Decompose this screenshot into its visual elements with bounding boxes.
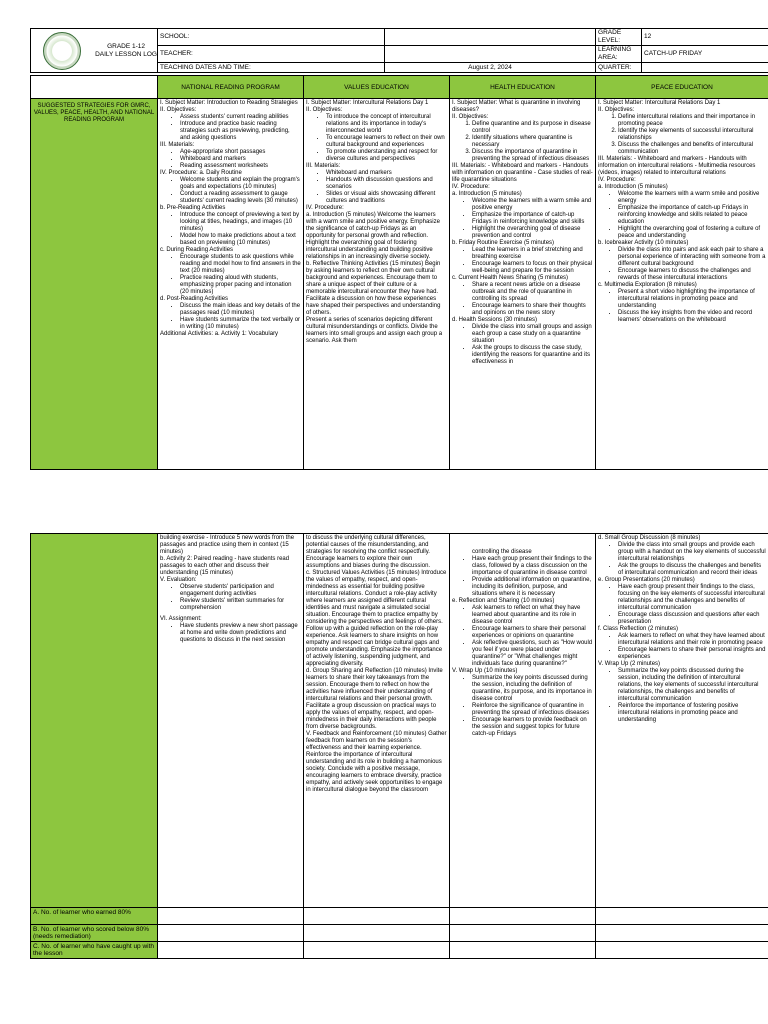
- list-item: • Introduce the concept of previewing a text by looking at titles, headings, and images (10 minutes): [180, 212, 301, 233]
- list-item: • Emphasize the importance of catch-up Fridays in reinforcing knowledge and skills: [472, 212, 593, 226]
- empty-cell[interactable]: [158, 925, 304, 942]
- date-value: August 2, 2024: [385, 63, 596, 73]
- text: III. Materials:: [160, 142, 195, 148]
- text: b. Friday Routine Exercise (5 minutes): [452, 240, 555, 246]
- list: [160, 149, 301, 170]
- text: b. Reflective Thinking Activities (15 minutes) Begin by asking learners to reflect on their own cultural background and experiences. Encourage them to share a unique aspect of their culture or a memorable intercultural encounter they have had. Facilitate a discussion on how these experiences have shaped their perspectives and understanding of others.: [306, 261, 441, 316]
- grade-value: 12: [642, 29, 768, 46]
- text: building exercise - Introduce 5 new words from the passages and practice using them in context (15 minutes): [160, 535, 295, 555]
- reading-content-p2: [158, 534, 304, 908]
- list-item: • Highlight the overarching goal of fostering a culture of peace and understanding: [618, 226, 766, 240]
- list-item: • Divide the class into small groups and assign each group a case study on a quarantine situation: [472, 324, 593, 345]
- list-item: • Highlight the overarching goal of disease prevention and control: [472, 226, 593, 240]
- list-item: • Share a recent news article on a disease outbreak and the role of quarantine in controlling its spread: [472, 282, 593, 303]
- area-value: CATCH-UP FRIDAY: [642, 46, 768, 63]
- list-item: • Lead the learners in a brief stretching and breathing exercise: [472, 247, 593, 261]
- empty-cell[interactable]: [304, 925, 450, 942]
- list-item: • Ask reflective questions, such as "How would you feel if you were placed under quarantine?" or "What challenges might individuals face during quarantine?": [472, 640, 593, 668]
- text: V. Wrap Up (10 minutes): [452, 668, 518, 674]
- title-line2: DAILY LESSON LOG: [95, 50, 157, 58]
- list-item: • Have students preview a new short passage at home and write down predictions and questions to discuss in the next session: [180, 623, 301, 644]
- lesson-table-2: [30, 533, 768, 959]
- empty-cell[interactable]: [596, 942, 768, 959]
- empty-cell[interactable]: [450, 925, 596, 942]
- list: [598, 668, 766, 724]
- list-item: • Encourage learners to provide feedback on the session and suggest topics for future catch-up Fridays: [472, 717, 593, 738]
- header-table: [30, 28, 768, 73]
- list-item: • Ask the groups to discuss the challenges and benefits of intercultural communication and record their ideas: [618, 563, 766, 577]
- text: I. Subject Matter: Intercultural Relations Day 1: [598, 100, 721, 106]
- empty-cell[interactable]: [450, 908, 596, 925]
- list: [598, 633, 766, 661]
- list-item: • To encourage learners to reflect on their own cultural background and experiences: [326, 135, 447, 149]
- subject-values: VALUES EDUCATION: [304, 76, 450, 99]
- text: a. Introduction (5 minutes): [452, 191, 522, 197]
- list-item: • Welcome the learners with a warm smile and positive energy: [618, 191, 766, 205]
- text: d. Small Group Discussion (8 minutes): [598, 535, 701, 541]
- row-label-b: B. No. of learner who scored below 80% (needs remediation): [31, 925, 158, 942]
- text: b. Icebreaker Activity (10 minutes): [598, 240, 689, 246]
- list-item: • Divide the class into small groups and provide each group with a handout on the key elements of successful intercultural relationships: [618, 542, 766, 563]
- text: II. Objectives:: [452, 114, 489, 120]
- list: [452, 282, 593, 317]
- empty-cell[interactable]: [596, 908, 768, 925]
- list-item: • Handouts with discussion questions and scenarios: [326, 177, 447, 191]
- text: Additional Activities: a. Activity 1: Vocabulary: [160, 331, 279, 337]
- list-item: • Encourage class discussion and questions after each presentation: [618, 612, 766, 626]
- row-label-c: C. No. of learner who have caught up with the lesson: [31, 942, 158, 959]
- list: [160, 303, 301, 331]
- header-logo-cell: [31, 29, 158, 73]
- list: [160, 254, 301, 296]
- list-item: • To introduce the concept of intercultural relations and its importance in today's interconnected world: [326, 114, 447, 135]
- list-item: • Discuss the key insights from the video and record learners' observations on the whiteboard: [618, 310, 766, 324]
- list-item: • Summarize the key points discussed during the session, including the definition of quarantine, its purpose, and its importance in disease control: [472, 675, 593, 703]
- list-item: 3. Discuss the importance of quarantine in preventing the spread of infectious diseases: [472, 149, 593, 163]
- text: V. Feedback and Reinforcement (10 minutes) Gather feedback from learners on the session's effectiveness and their learning experience. Reinforce the importance of intercultural understanding and its role in building a harmonious society. Conclude with a positive message, encouraging learners to embrace diversity, practice empathy, and actively seek opportunities to engage in intercultural dialogue beyond the classroom: [306, 731, 447, 793]
- text: b. Pre-Reading Activities: [160, 205, 226, 211]
- list-item: 2. Identify situations where quarantine is necessary: [472, 135, 593, 149]
- text: III. Materials: - Whiteboard and markers - Handouts with information on intercultural relations - Multimedia resources (videos, images) related to intercultural relations: [598, 156, 756, 176]
- list-item: • Provide additional information on quarantine, including its definition, purpose, and situations where it is necessary: [472, 577, 593, 598]
- lesson-table-1: [30, 75, 768, 470]
- subject-peace: PEACE EDUCATION: [596, 76, 768, 99]
- text: a. Introduction (5 minutes) Welcome the learners with a warm smile and positive energy. Emphasize the significance of catch-up Fridays as an opportunity for personal growth and reflection. Highlight the overarching goal of fostering intercultural understanding and building positive relationships in an increasingly diverse society.: [306, 212, 440, 260]
- text: controlling the disease: [472, 549, 532, 555]
- list-item: • Encourage learners to share their thoughts and opinions on the news story: [472, 303, 593, 317]
- text: a. Introduction (5 minutes): [598, 184, 668, 190]
- list-item: • Emphasize the importance of catch-up Fridays in reinforcing knowledge and skills related to peace education: [618, 205, 766, 226]
- list-item: • Ask learners to reflect on what they have learned about intercultural relations and their role in promoting peace: [618, 633, 766, 647]
- empty-cell[interactable]: [450, 942, 596, 959]
- deped-seal-icon: [43, 32, 81, 70]
- list: [598, 247, 766, 282]
- text: Follow up with a guided reflection on the role-play experience. Ask learners to share insights on how empathy and respect can bridge cultural gaps and promote understanding. Emphasize the importance of actively listening, suspending judgment, and appreciating diversity.: [306, 626, 443, 667]
- list-item: • Welcome students and explain the program's goals and expectations (10 minutes): [180, 177, 301, 191]
- list-item: • Encourage learners to share their personal insights and experiences: [618, 647, 766, 661]
- values-content-p2: [304, 534, 450, 908]
- school-value: [385, 29, 596, 46]
- list-item: • Slides or visual aids showcasing different cultures and traditions: [326, 191, 447, 205]
- text: III. Materials:: [306, 163, 341, 169]
- list: [452, 324, 593, 366]
- list-item: 3. Discuss the challenges and benefits of intercultural communication: [618, 142, 766, 156]
- empty-cell[interactable]: [304, 942, 450, 959]
- list-item: • Have students summarize the text verbally or in writing (10 minutes): [180, 317, 301, 331]
- list-item: • Present a short video highlighting the importance of intercultural relations in promoting peace and understanding: [618, 289, 766, 310]
- list-item: • Whiteboard and markers: [326, 170, 447, 177]
- text: V. Wrap Up (2 minutes): [598, 661, 661, 667]
- text: IV. Procedure:: [598, 177, 636, 183]
- text: c. During Reading Activities: [160, 247, 234, 253]
- list-item: 1. Define quarantine and its purpose in disease control: [472, 121, 593, 135]
- text: c. Multimedia Exploration (8 minutes): [598, 282, 697, 288]
- list: [452, 605, 593, 668]
- text: I. Subject Matter: What is quarantine in involving diseases?: [452, 100, 581, 113]
- list-item: • Divide the class into pairs and ask each pair to share a personal experience of interacting with someone from a different cultural background: [618, 247, 766, 268]
- text: II. Objectives:: [160, 107, 197, 113]
- list: [598, 191, 766, 240]
- list: [306, 170, 447, 205]
- title-line1: GRADE 1-12: [107, 42, 146, 50]
- text: b. Activity 2: Paired reading - have students read passages to each other and discuss their understanding (15 minutes): [160, 556, 290, 576]
- list-item: • Age-appropriate short passages: [180, 149, 301, 156]
- teacher-label: TEACHER:: [158, 46, 385, 63]
- text: to discuss the underlying cultural differences, potential causes of the misunderstanding, and strategies for resolving the conflict respectfully. Encourage learners to explore their own assumptions and biases during the discussion.: [306, 535, 431, 569]
- list-item: • Observe students' participation and engagement during activities: [180, 584, 301, 598]
- area-label: LEARNING AREA:: [596, 46, 642, 63]
- peace-content-p2: [596, 534, 768, 908]
- school-label: SCHOOL:: [158, 29, 385, 46]
- list-item: • Have each group present their findings to the class, followed by a class discussion on the importance of quarantine in disease control: [472, 556, 593, 577]
- list: [160, 114, 301, 142]
- list: [452, 121, 593, 163]
- text: c. Structured Values Activities (15 minutes) Introduce the values of empathy, respect, and open-mindedness as essential for building positive intercultural relations. Conduct a role-play activity where learners are assigned different cultural identities and must navigate a simulated social situation. Encourage them to practice empathy by considering the perspectives and feelings of others.: [306, 570, 447, 625]
- strategies-label: SUGGESTED STRATEGIES FOR GMRC, VALUES, PEACE, HEALTH, AND NATIONAL READING PROGRAM: [31, 99, 158, 470]
- list-item: • Ask learners to reflect on what they have learned about quarantine and its role in disease control: [472, 605, 593, 626]
- subject-health: HEALTH EDUCATION: [450, 76, 596, 99]
- blank-corner: [31, 76, 158, 99]
- list-item: • Conduct a reading assessment to gauge students' current reading levels (30 minutes): [180, 191, 301, 205]
- list-item: 1. Define intercultural relations and their importance in promoting peace: [618, 114, 766, 128]
- list-item: • Ask the groups to discuss the case study, identifying the reasons for quarantine and its effectiveness in: [472, 345, 593, 366]
- text: V. Evaluation:: [160, 577, 197, 583]
- list: [160, 623, 301, 644]
- list-item: • Reinforce the importance of fostering positive intercultural relations in promoting peace and understanding: [618, 703, 766, 724]
- list-item: • Welcome the learners with a warm smile and positive energy: [472, 198, 593, 212]
- text: d. Health Sessions (30 minutes): [452, 317, 538, 323]
- list: [452, 675, 593, 738]
- list-item: • Practice reading aloud with students, emphasizing proper pacing and intonation (20 minutes): [180, 275, 301, 296]
- list: [452, 556, 593, 598]
- list: [160, 584, 301, 612]
- text: I. Subject Matter: Intercultural Relations Day 1: [306, 100, 429, 106]
- text: IV. Procedure:: [306, 205, 344, 211]
- text: IV. Procedure: a. Daily Routine: [160, 170, 242, 176]
- text: IV. Procedure:: [452, 184, 490, 190]
- list: [306, 114, 447, 163]
- health-content-p2: [450, 534, 596, 908]
- text: II. Objectives:: [598, 107, 635, 113]
- empty-cell[interactable]: [304, 908, 450, 925]
- values-content-p1: [304, 99, 450, 470]
- text: VI. Assignment:: [160, 616, 202, 622]
- empty-cell[interactable]: [596, 925, 768, 942]
- strategies-continued: [31, 534, 158, 908]
- text: Present a series of scenarios depicting different cultural misunderstandings or conflicts. Divide the learners into small groups and assign each group a scenario. Ask them: [306, 317, 443, 344]
- list-item: • Encourage learners to focus on their physical well-being and prepare for the session: [472, 261, 593, 275]
- list-item: • Encourage learners to share their personal experiences or opinions on quarantine: [472, 626, 593, 640]
- list: [598, 542, 766, 577]
- text: f. Class Reflection (2 minutes): [598, 626, 679, 632]
- list-item: • Introduce and practice basic reading strategies such as previewing, predicting, and asking questions: [180, 121, 301, 142]
- text: c. Current Health News Sharing (5 minutes): [452, 275, 569, 281]
- text: e. Reflection and Sharing (10 minutes): [452, 598, 555, 604]
- list-item: • Discuss the main ideas and key details of the passages read (10 minutes): [180, 303, 301, 317]
- list-item: • Encourage learners to discuss the challenges and rewards of these intercultural interactions: [618, 268, 766, 282]
- quarter-value: [642, 63, 768, 73]
- text: e. Group Presentations (20 minutes): [598, 577, 695, 583]
- list-item: • Assess students' current reading abilities: [180, 114, 301, 121]
- list: [452, 198, 593, 240]
- list-item: • Summarize the key points discussed during the session, including the definition of intercultural relations, the key elements of successful intercultural relationships, the challenges and benefits of intercultural communication: [618, 668, 766, 703]
- list-item: 2. Identify the key elements of successful intercultural relationships: [618, 128, 766, 142]
- text: II. Objectives:: [306, 107, 343, 113]
- list-item: • Review students' written summaries for comprehension: [180, 598, 301, 612]
- page-2: [30, 533, 768, 959]
- list-item: • Model how to make predictions about a text based on previewing (10 minutes): [180, 233, 301, 247]
- list: [598, 114, 766, 156]
- list-item: • Reinforce the significance of quarantine in preventing the spread of infectious diseases: [472, 703, 593, 717]
- list: [598, 584, 766, 626]
- list-item: • Reading assessment worksheets: [180, 163, 301, 170]
- list-item: • Whiteboard and markers: [180, 156, 301, 163]
- grade-label: GRADE LEVEL:: [596, 29, 642, 46]
- text: I. Subject Matter: Introduction to Reading Strategies: [160, 100, 298, 106]
- subject-reading: NATIONAL READING PROGRAM: [158, 76, 304, 99]
- list: [160, 212, 301, 247]
- peace-content-p1: [596, 99, 768, 470]
- text: d. Group Sharing and Reflection (10 minutes) Invite learners to share their key takeaways from the session. Encourage them to reflect on how the activities have influenced their understanding of intercultural relations and their personal growth. Facilitate a group discussion on practical ways to apply the values of empathy, respect, and open-mindedness in their daily interactions with people from diverse backgrounds.: [306, 668, 443, 730]
- list: [598, 289, 766, 324]
- list: [160, 177, 301, 205]
- text: III. Materials: - Whiteboard and markers - Handouts with information on quarantine - Case studies of real-life quarantine situations: [452, 163, 593, 183]
- quarter-label: QUARTER:: [596, 63, 642, 73]
- empty-cell[interactable]: [158, 942, 304, 959]
- empty-cell[interactable]: [158, 908, 304, 925]
- list: [452, 247, 593, 275]
- row-label-a: A. No. of learner who earned 80%: [31, 908, 158, 925]
- list-item: • To promote understanding and respect for diverse cultures and perspectives: [326, 149, 447, 163]
- teacher-value: [385, 46, 596, 63]
- health-content-p1: [450, 99, 596, 470]
- list-item: • Have each group present their findings to the class, focusing on the key elements of successful intercultural relationships and the challenges and benefits of intercultural communication: [618, 584, 766, 612]
- list-item: • Encourage students to ask questions while reading and model how to find answers in the text (20 minutes): [180, 254, 301, 275]
- dates-label: TEACHING DATES AND TIME:: [158, 63, 385, 73]
- text: d. Post-Reading Activities: [160, 296, 229, 302]
- page-1: [30, 28, 768, 470]
- reading-content-p1: [158, 99, 304, 470]
